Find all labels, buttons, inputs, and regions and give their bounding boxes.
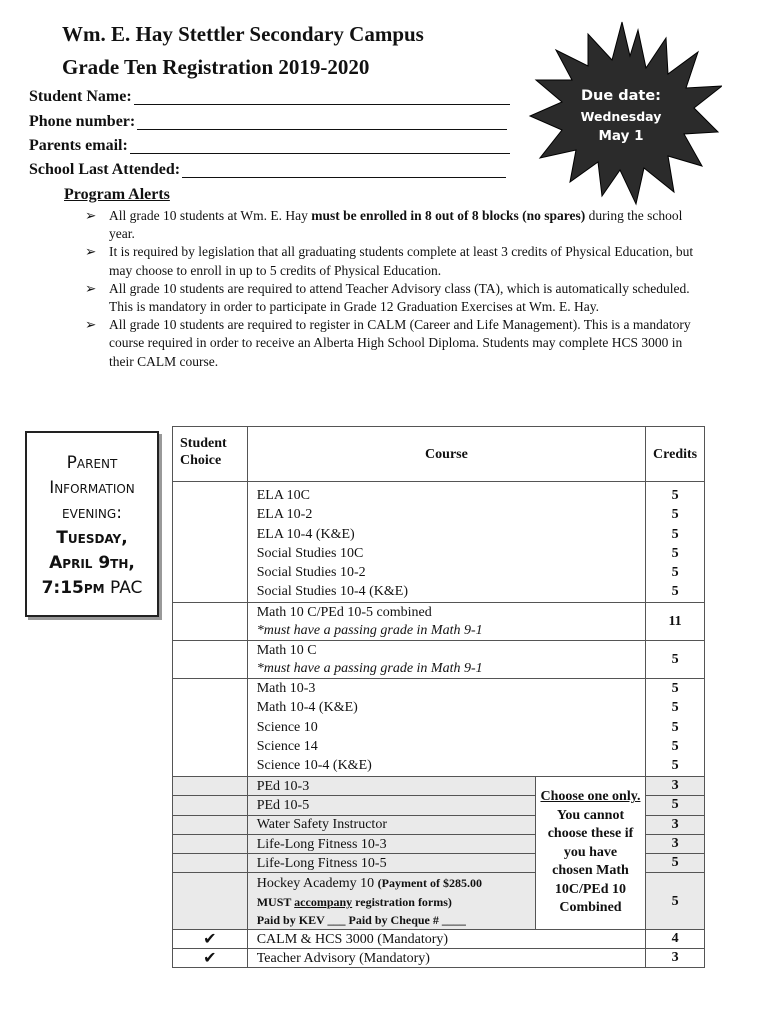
registration-title: Grade Ten Registration 2019-2020 [62, 55, 370, 79]
arrow-bullet-icon: ➢ [85, 208, 97, 223]
phone-number-field [29, 114, 507, 130]
credits-cell: 5 5 5 5 5 [646, 679, 705, 777]
choice-cell[interactable] [173, 777, 248, 796]
due-date-label: Due date: [581, 88, 661, 104]
parent-info-line: Information [49, 478, 135, 498]
math-science-group [173, 679, 705, 777]
credits-cell: 3 [646, 815, 705, 834]
course-name: Life-Long Fitness 10-5 [247, 854, 535, 873]
course-name: CALM & HCS 3000 (Mandatory) [247, 930, 645, 949]
course-cell [247, 641, 645, 679]
course-name: ELA 10C [256, 488, 310, 503]
parent-info-day: Tuesday, [56, 528, 128, 548]
credits-cell: 5 [646, 641, 705, 679]
credits-cell: 3 [646, 777, 705, 796]
hockey-academy-cell: Hockey Academy 10 (Payment of $285.00 MUST accompany registration forms) Paid by KEV ___ Paid by Cheque # ____ [247, 873, 535, 930]
course-name: Math 10 C/PEd 10-5 combined [256, 605, 432, 620]
parents-email-input[interactable] [130, 152, 510, 154]
credits-cell: 5 [646, 796, 705, 815]
course-name: ELA 10-2 [256, 507, 313, 523]
parent-info-time: 7:15pm PAC [41, 578, 143, 598]
course-name: Math 10-3 [256, 681, 316, 696]
course-selection-table [172, 426, 705, 968]
table-row [173, 603, 705, 641]
credits-header: Credits [646, 427, 705, 482]
table-row [173, 641, 705, 679]
school-last-attended-label: School Last Attended: [29, 161, 181, 178]
course-name: Social Studies 10C [256, 545, 364, 561]
alert-item: ➢ All grade 10 students are required to register in CALM (Career and Life Management). This is a mandatory course required in order to receive an Alberta High School Diploma. Students may complete HCS 3000 in their CALM course. [85, 317, 691, 369]
course-name: Life-Long Fitness 10-3 [247, 834, 535, 853]
alert-emphasis: must be enrolled in 8 out of 8 blocks (no spares) [311, 208, 586, 223]
due-date-date: May 1 [598, 128, 644, 144]
choice-cell[interactable] [173, 482, 248, 603]
course-cell [247, 603, 645, 641]
core-courses-group [173, 482, 705, 603]
school-last-attended-field [29, 162, 506, 178]
choice-cell[interactable] [173, 854, 248, 873]
course-note: *must have a passing grade in Math 9-1 [256, 623, 483, 639]
alert-item: ➢ All grade 10 students are required to attend Teacher Advisory class (TA), which is automatically scheduled. This is mandatory in order to participate in Grade 12 Graduation Exercises at Wm. E. Hay. [85, 280, 690, 315]
arrow-bullet-icon: ➢ [85, 280, 97, 296]
choose-one-note: Choose one only. You cannot choose these if you have chosen Math 10C/PEd 10 Combined [535, 777, 645, 930]
student-name-input[interactable] [134, 103, 510, 105]
table-row [173, 930, 705, 949]
parents-email-field [29, 138, 510, 154]
course-name: Hockey Academy 10 [256, 875, 375, 891]
credits-cell: 4 [646, 930, 705, 949]
choice-cell[interactable] [173, 603, 248, 641]
course-cell [247, 482, 645, 603]
table-header-row [173, 427, 705, 482]
payment-method[interactable]: Paid by KEV ___ Paid by Cheque # ____ [256, 912, 466, 927]
credits-cell: 3 [646, 949, 705, 968]
arrow-bullet-icon: ➢ [85, 317, 97, 333]
parent-information-box [25, 431, 159, 617]
choice-cell[interactable] [173, 834, 248, 853]
course-cell [247, 679, 645, 777]
course-name: Water Safety Instructor [247, 815, 535, 834]
table-row [173, 949, 705, 968]
credits-cell: 5 [646, 873, 705, 930]
arrow-bullet-icon: ➢ [85, 244, 97, 260]
course-name: PEd 10-5 [247, 796, 535, 815]
course-name: Science 10-4 (K&E) [256, 758, 372, 774]
course-name: Math 10 C [256, 643, 317, 658]
parent-info-date: April 9th, [49, 553, 135, 573]
course-name: Teacher Advisory (Mandatory) [247, 949, 645, 968]
credits-cell: 5 [646, 854, 705, 873]
phone-number-input[interactable] [137, 128, 507, 130]
school-last-attended-input[interactable] [182, 176, 506, 178]
parent-info-line: evening: [62, 503, 122, 523]
credits-cell: 3 [646, 834, 705, 853]
credits-cell: 11 [646, 603, 705, 641]
alert-item: ➢ All grade 10 students at Wm. E. Hay must be enrolled in 8 out of 8 blocks (no spares) during the school year. [85, 208, 683, 242]
choice-cell[interactable] [173, 873, 248, 930]
checkmark-icon: ✔ [173, 949, 248, 968]
choice-cell[interactable] [173, 815, 248, 834]
parent-info-line: Parent [66, 453, 118, 473]
student-name-field [29, 89, 510, 105]
choice-cell[interactable] [173, 679, 248, 777]
course-name: ELA 10-4 (K&E) [256, 526, 355, 542]
choice-cell[interactable] [173, 796, 248, 815]
alert-item: ➢ It is required by legislation that all graduating students complete at least 3 credits of Physical Education, but may choose to enroll in up to 5 credits of Physical Education. [85, 244, 694, 278]
school-title: Wm. E. Hay Stettler Secondary Campus [62, 22, 424, 46]
parents-email-label: Parents email: [29, 137, 128, 154]
course-name: Social Studies 10-4 (K&E) [256, 584, 408, 600]
course-name: Math 10-4 (K&E) [256, 700, 358, 716]
course-name: Social Studies 10-2 [256, 565, 366, 581]
credits-cell: 5 5 5 5 5 5 [646, 482, 705, 603]
checkmark-icon: ✔ [173, 930, 248, 949]
program-alerts-list [85, 207, 705, 371]
course-name: Science 10 [256, 719, 318, 735]
student-choice-header: Student Choice [173, 427, 248, 482]
course-note: *must have a passing grade in Math 9-1 [256, 661, 483, 677]
choice-cell[interactable] [173, 641, 248, 679]
program-alerts-heading: Program Alerts [64, 186, 170, 203]
student-name-label: Student Name: [29, 88, 132, 105]
due-date-day: Wednesday [580, 109, 662, 124]
course-header: Course [247, 427, 645, 482]
course-name: PEd 10-3 [247, 777, 535, 796]
phone-number-label: Phone number: [29, 113, 136, 130]
course-name: Science 14 [256, 738, 318, 754]
table-row [173, 777, 705, 796]
